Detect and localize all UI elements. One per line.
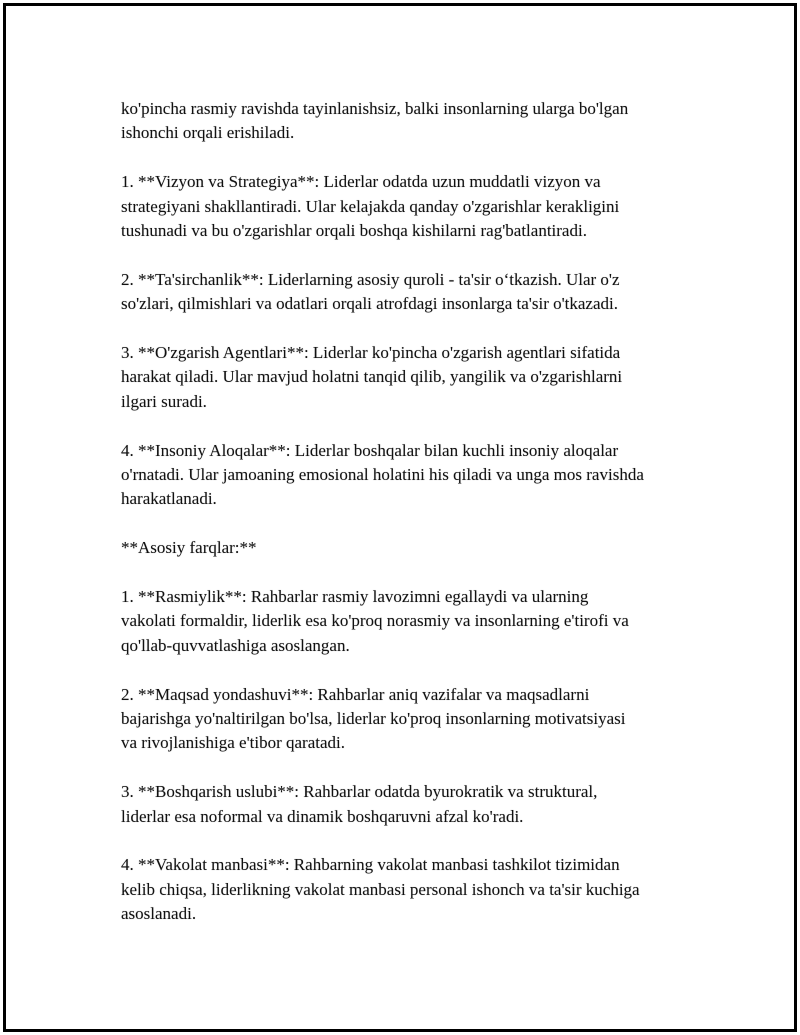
text-paragraph: 3. **Boshqarish uslubi**: Rahbarlar odatda byurokratik va struktural, liderlar esa noformal va dinamik boshqaruvni afzal ko'radi.: [121, 782, 598, 826]
text-paragraph: ko'pincha rasmiy ravishda tayinlanishsiz, balki insonlarning ularga bo'lgan ishonchi orqali erishiladi.: [121, 99, 629, 143]
page-frame: [3, 3, 797, 1032]
section-heading: **Asosiy farqlar:**: [121, 538, 257, 558]
text-paragraph: 1. **Vizyon va Strategiya**: Liderlar odatda uzun muddatli vizyon va strategiyani shakllantiradi. Ular kelajakda qanday o'zgarishlar kerakligini tushunadi va bu o'zgarishlar orqali boshqa kishilarni rag'batlantiradi.: [121, 172, 620, 241]
text-paragraph: 2. **Maqsad yondashuvi**: Rahbarlar aniq vazifalar va maqsadlarni bajarishga yo'naltirilgan bo'lsa, liderlar ko'proq insonlarning motivatsiyasi va rivojlanishiga e'tibor qaratadi.: [121, 684, 626, 753]
text-paragraph: 4. **Vakolat manbasi**: Rahbarning vakolat manbasi tashkilot tizimidan kelib chiqsa, liderlikning vakolat manbasi personal ishonch va ta'sir kuchiga asoslanadi.: [121, 855, 640, 924]
page-content: [121, 97, 701, 951]
text-paragraph: 3. **O'zgarish Agentlari**: Liderlar ko'pincha o'zgarish agentlari sifatida harakat qiladi. Ular mavjud holatni tanqid qilib, yangilik va o'zgarishlarni ilgari suradi.: [121, 343, 623, 411]
text-paragraph: 1. **Rasmiylik**: Rahbarlar rasmiy lavozimni egallaydi va ularning vakolati formaldir, liderlik esa ko'proq norasmiy va insonlarning e'tirofi va qo'llab-quvvatlashiga asoslangan.: [121, 587, 629, 655]
text-paragraph: 4. **Insoniy Aloqalar**: Liderlar boshqalar bilan kuchli insoniy aloqalar o'rnatadi. Ular jamoaning emosional holatini his qiladi va unga mos ravishda harakatlanadi.: [121, 440, 644, 509]
text-paragraph: 2. **Ta'sirchanlik**: Liderlarning asosiy quroli - ta'sir o‘tkazish. Ular o'z so'zlari, qilmishlari va odatlari orqali atrofdagi insonlarga ta'sir o'tkazadi.: [121, 269, 620, 314]
